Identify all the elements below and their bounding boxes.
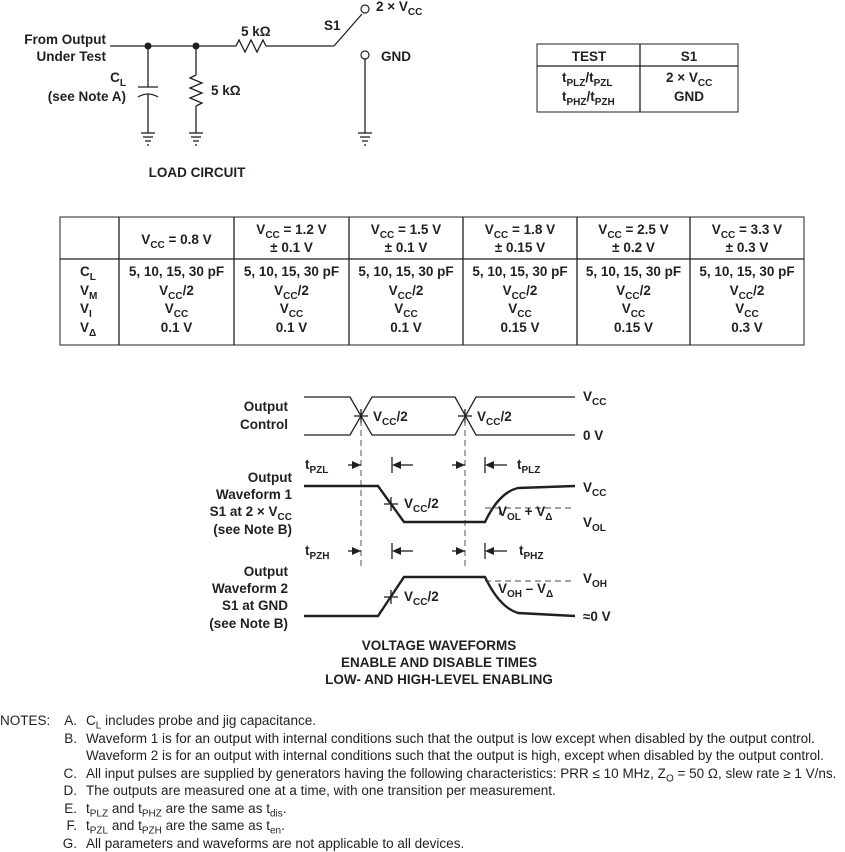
note-e (0, 800, 845, 818)
param-cell-vm: $V_{CC}/2$ (159, 283, 194, 302)
tplz-label: $t_{PLZ}$ (517, 457, 540, 476)
note-letter: C. (55, 765, 77, 783)
series-resistor-label: 5 kΩ (241, 24, 271, 39)
switch-label: S1 (324, 18, 341, 33)
ground-symbol-1 (141, 133, 155, 145)
load-circuit (24, 0, 422, 180)
param-cell-vm: $V_{CC}/2$ (730, 283, 765, 302)
note-letter: G. (55, 835, 77, 852)
param-col-header: $V_{CC} = 2.5$ V (598, 222, 668, 241)
param-col-header: $V_{CC} = 1.5$ V (371, 222, 441, 241)
note-text: The outputs are measured one at a time, with one transition per measurement. (86, 782, 556, 800)
param-row-label-vm: $V_M$ (80, 283, 97, 302)
param-column-4 (586, 222, 681, 335)
test-s1-table (537, 44, 738, 112)
cl-label: $C_L$ (110, 70, 126, 89)
tpzh-arrow (348, 543, 413, 559)
param-col-tolerance: ± 0.15 V (495, 240, 545, 255)
notes-section (0, 712, 845, 852)
output-control-waveform (304, 397, 575, 435)
ground-symbol-2 (189, 133, 203, 145)
param-cell-cl: 5, 10, 15, 30 pF (129, 264, 224, 279)
param-cell-vi: $V_{CC}$ (165, 301, 188, 320)
param-col-tolerance: ± 0.1 V (270, 240, 313, 255)
notes-heading: NOTES: (0, 712, 50, 730)
param-column-2 (358, 222, 453, 335)
param-column-5 (699, 222, 794, 335)
note-text: All parameters and waveforms are not applicable to all devices. (86, 835, 464, 852)
param-cell-vi: $V_{CC}$ (622, 301, 645, 320)
test-table-row1-test: $t_{PLZ}/t_{PZL}$ (562, 70, 613, 89)
under-test-label: Under Test (36, 49, 106, 64)
param-col-header: $V_{CC} = 1.8$ V (485, 222, 555, 241)
param-col-header: $V_{CC} = 3.3$ V (712, 222, 782, 241)
waveform1-vcc-label: $V_{CC}$ (583, 480, 606, 499)
param-cell-cl: 5, 10, 15, 30 pF (358, 264, 453, 279)
note-letter: A. (55, 712, 77, 730)
ground-symbol-3 (358, 133, 372, 145)
shunt-resistor-label: 5 kΩ (211, 83, 241, 98)
param-column-0 (129, 232, 224, 335)
gnd-label: GND (381, 49, 411, 64)
waveform2-label-3: S1 at GND (222, 598, 288, 613)
waveforms-caption-2: ENABLE AND DISABLE TIMES (341, 655, 537, 670)
param-cell-cl: 5, 10, 15, 30 pF (699, 264, 794, 279)
param-cell-vi: $V_{CC}$ (508, 301, 531, 320)
note-text: $C_L$ includes probe and jig capacitance. (86, 712, 316, 730)
note-text: Waveform 2 is for an output with internal conditions such that the output is high, except when disabled by the output control. (86, 747, 824, 765)
control-vm-label-1: $V_{CC}/2$ (373, 409, 408, 428)
param-cell-vm: $V_{CC}/2$ (274, 283, 309, 302)
note-b-cont (0, 747, 845, 765)
note-g (0, 835, 845, 852)
waveform1-label-4: (see Note B) (213, 522, 292, 537)
param-column-3 (472, 222, 567, 335)
param-col-tolerance: ± 0.2 V (612, 240, 655, 255)
parameter-table (60, 217, 804, 345)
param-cell-vi: $V_{CC}$ (735, 301, 758, 320)
test-table-row2-test: $t_{PHZ}/t_{PZH}$ (562, 89, 615, 108)
note-letter: E. (55, 800, 77, 818)
waveform1-label-2: Waveform 1 (216, 487, 293, 502)
note-c (0, 765, 845, 783)
test-table-header-s1: S1 (681, 49, 698, 64)
series-resistor (236, 40, 266, 52)
from-output-label: From Output (24, 32, 106, 47)
note-letter: D. (55, 782, 77, 800)
note-letter: B. (55, 730, 77, 748)
param-column-1 (244, 222, 339, 335)
param-row-label-cl: $C_L$ (80, 264, 96, 283)
waveform2-label-4: (see Note B) (209, 616, 288, 631)
param-col-tolerance: ± 0.1 V (385, 240, 428, 255)
param-cell-vdelta: 0.1 V (390, 320, 422, 335)
param-cell-vm: $V_{CC}/2$ (389, 283, 424, 302)
note-text: $t_{PLZ}$ and $t_{PHZ}$ are the same as $t_{dis}$. (86, 800, 287, 818)
param-cell-vdelta: 0.1 V (161, 320, 193, 335)
waveform2-label-2: Waveform 2 (212, 581, 288, 596)
shunt-resistor (190, 75, 202, 106)
param-cell-vdelta: 0.15 V (500, 320, 539, 335)
voltage-waveforms (209, 389, 610, 687)
param-cell-vdelta: 0.3 V (731, 320, 763, 335)
waveform2-voh-label: $V_{OH}$ (583, 571, 607, 590)
tpzl-arrow (348, 457, 413, 473)
param-row-label-vi: $V_I$ (80, 301, 92, 320)
waveform1-vol-label: $V_{OL}$ (583, 515, 606, 534)
note-text: All input pulses are supplied by generators having the following characteristics: PRR ≤ 10 MHz, $Z_O = 50$ Ω, slew rate ≥ 1 V/ns. (86, 765, 836, 783)
output-control-label-1: Output (244, 399, 289, 414)
param-cell-cl: 5, 10, 15, 30 pF (244, 264, 339, 279)
load-circuit-caption: LOAD CIRCUIT (149, 165, 246, 180)
waveform2-label-1: Output (244, 564, 289, 579)
note-text: Waveform 1 is for an output with internal conditions such that the output is low except when disabled by the output control. (86, 730, 815, 748)
switch-contact-gnd (361, 51, 369, 59)
waveform1-vm-label: $V_{CC}/2$ (404, 496, 439, 515)
param-cell-vm: $V_{CC}/2$ (503, 283, 538, 302)
control-vm-label-2: $V_{CC}/2$ (477, 409, 512, 428)
waveform2-vm-label: $V_{CC}/2$ (404, 589, 439, 608)
waveforms-caption-3: LOW- AND HIGH-LEVEL ENABLING (325, 672, 553, 687)
tpzh-label: $t_{PZH}$ (305, 543, 330, 562)
output-control-label-2: Control (240, 417, 288, 432)
note-a (0, 712, 845, 730)
param-cell-cl: 5, 10, 15, 30 pF (472, 264, 567, 279)
note-b (0, 730, 845, 748)
test-table-row2-s1: GND (674, 89, 704, 104)
waveform1-label-3: S1 at $2 \times V_{CC}$ (210, 504, 292, 523)
param-row-label-vdelta: $V_\Delta$ (80, 320, 96, 339)
param-col-header: $V_{CC} = 0.8$ V (141, 232, 211, 251)
control-0v-label: 0 V (583, 428, 603, 443)
param-cell-vi: $V_{CC}$ (394, 301, 417, 320)
tpzl-label: $t_{PZL}$ (305, 457, 328, 476)
waveform2-voh-delta-label: $V_{OH} - V_\Delta$ (498, 581, 553, 600)
note-text: $t_{PZL}$ and $t_{PZH}$ are the same as $t_{en}$. (86, 817, 285, 835)
note-letter: F. (55, 817, 77, 835)
param-cell-vdelta: 0.15 V (614, 320, 653, 335)
tphz-label: $t_{PHZ}$ (519, 543, 544, 562)
waveform1-vol-delta-label: $V_{OL} + V_\Delta$ (498, 504, 552, 523)
tplz-arrow (452, 457, 507, 473)
param-cell-vi: $V_{CC}$ (280, 301, 303, 320)
test-table-row1-s1: $2 \times V_{CC}$ (666, 70, 712, 89)
param-col-header: $V_{CC} = 1.2$ V (256, 222, 326, 241)
param-cell-vdelta: 0.1 V (276, 320, 308, 335)
waveforms-caption-1: VOLTAGE WAVEFORMS (362, 638, 517, 653)
param-cell-cl: 5, 10, 15, 30 pF (586, 264, 681, 279)
switch-contact-2vcc (361, 5, 369, 13)
control-vcc-label: $V_{CC}$ (583, 389, 606, 408)
param-col-tolerance: ± 0.3 V (726, 240, 769, 255)
waveform2-zero-label: ≈0 V (583, 609, 611, 624)
test-table-header-test: TEST (572, 49, 607, 64)
note-d (0, 782, 845, 800)
param-cell-vm: $V_{CC}/2$ (616, 283, 651, 302)
waveform1-label-1: Output (248, 470, 293, 485)
note-f (0, 817, 845, 835)
tphz-arrow (452, 543, 507, 559)
two-vcc-label: $2 \times V_{CC}$ (376, 0, 422, 18)
see-note-a-label: (see Note A) (48, 89, 126, 104)
